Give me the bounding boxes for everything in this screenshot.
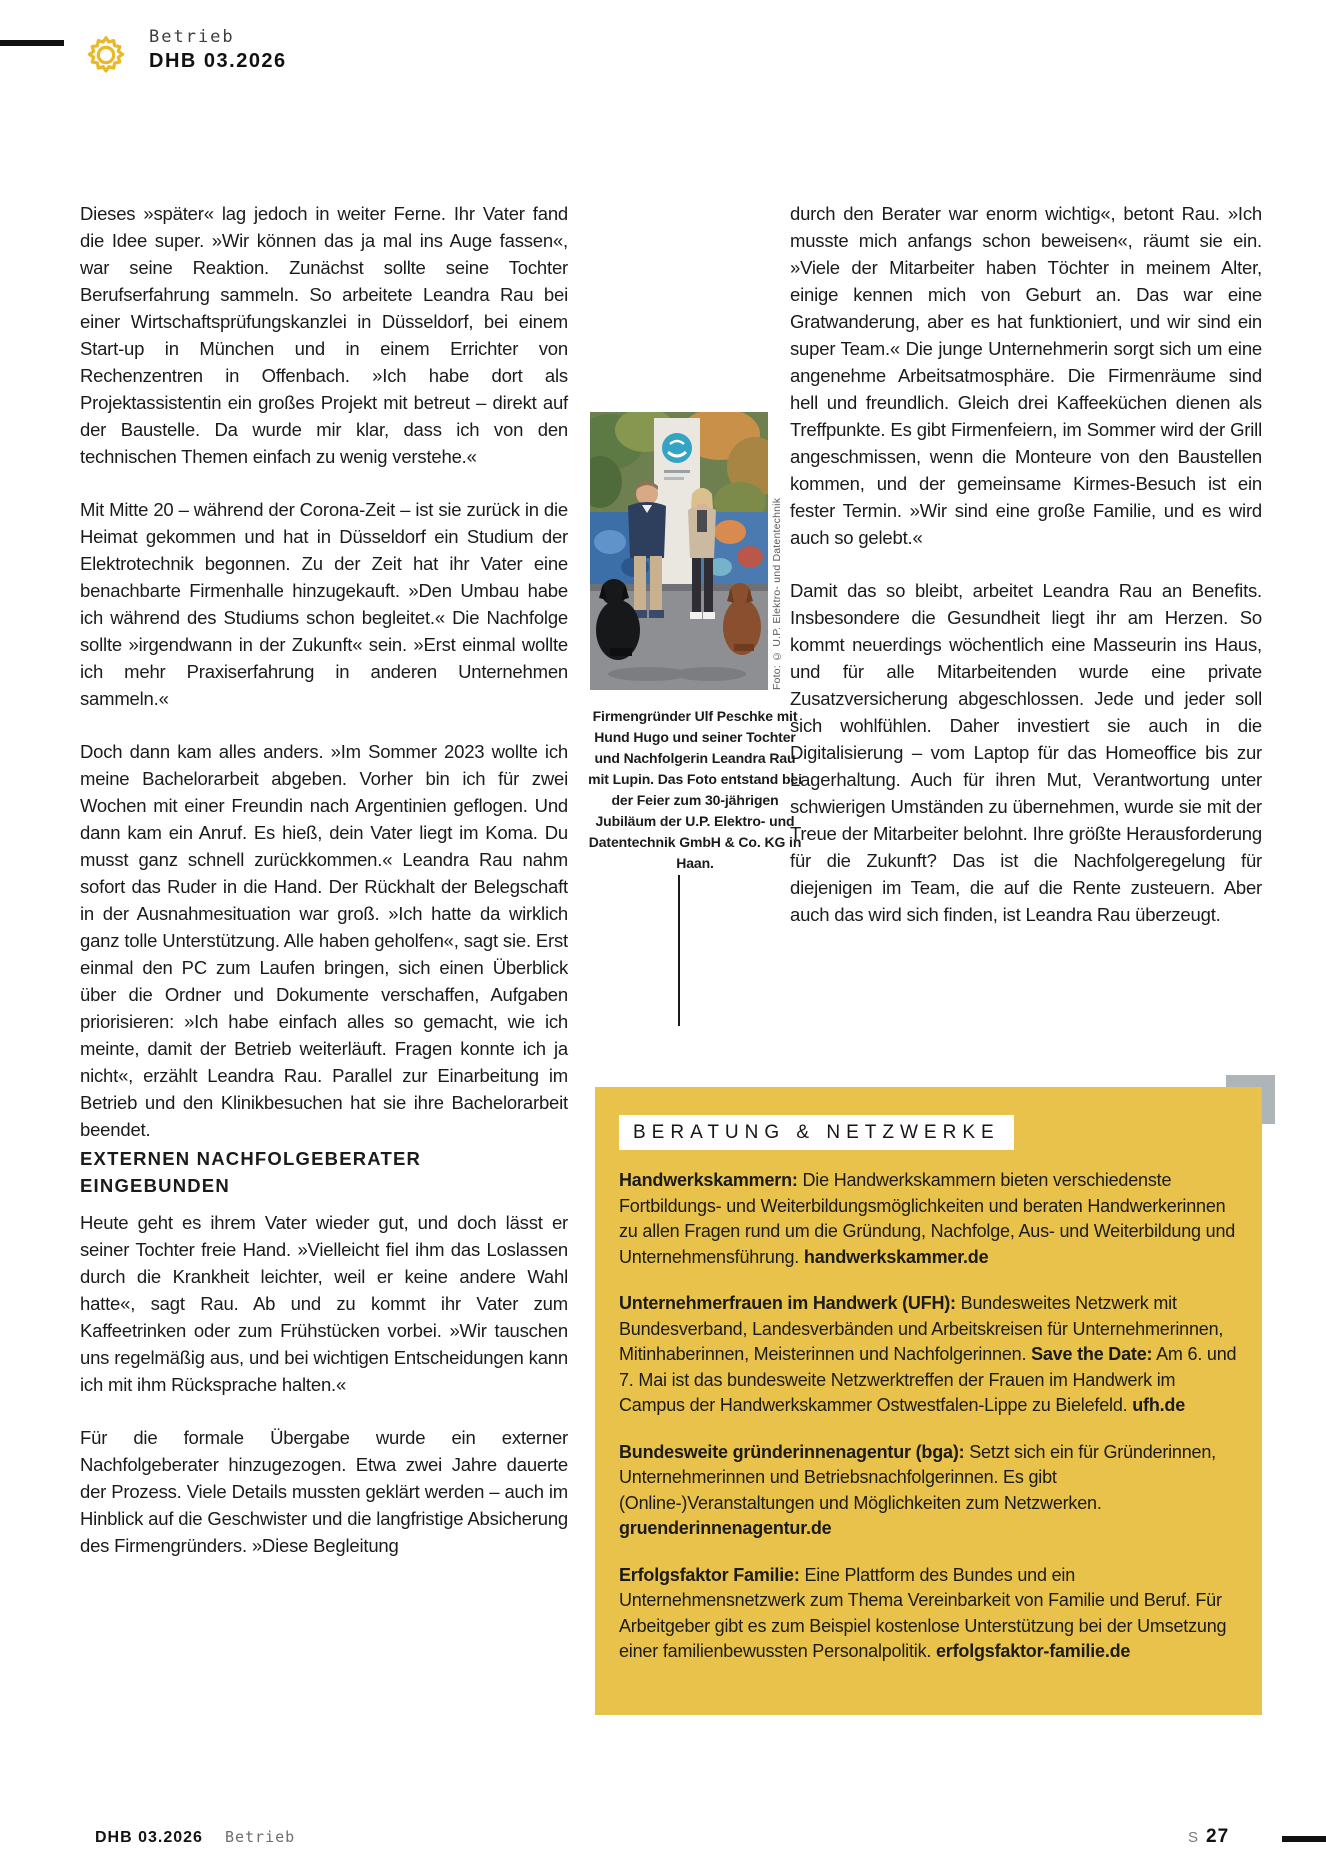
article-paragraph: Doch dann kam alles anders. »Im Sommer 2023 wollte ich meine Bachelorarbeit abgeben. Vorher bin ich für zwei Wochen mit einer Freundin nach Argentinien geflogen. Und dann kam ein Anruf. Es hieß, dein Vater liegt im Koma. Du musst ganz schnell zurückkommen.« Leandra Rau nahm sofort das Ruder in die Hand. Der Rückhalt der Belegschaft in der Ausnahmesituation war groß. »Ich hatte da wirklich ganz tolle Unterstützung. Alle haben geholfen«, sagt sie. Erst einmal den PC zum Laufen bringen, sich einen Überblick über die Ordner und Dokumente verschaffen, Aufgaben priorisieren: »Ich habe einfach alles so gemacht, wie ich meinte, damit der Betrieb weiterläuft. Fragen konnte ich ja nicht«, erzählt Leandra Rau. Parallel zur Einarbeitung im Betrieb und den Klinikbesuchen hat sie ihre Bachelorarbeit beendet. [80, 741, 568, 1140]
issue-label: DHB 03.2026 [149, 50, 287, 72]
page-number: 27 [1206, 1826, 1230, 1847]
body-text: Am 6. und 7. Mai ist das bundesweite Netzwerktreffen der Frauen im Handwerk im Campus der Handwerkskammer Ostwestfalen-Lippe zu Bielefeld. [619, 1344, 1237, 1415]
article-subheading: EXTERNEN NACHFOLGEBERATER EINGEBUNDEN [80, 1148, 422, 1196]
photo-caption: Firmengründer Ulf Peschke mit Hund Hugo und seiner Tochter und Nachfolgerin Leandra Rau mit Lupin. Das Foto entstand bei der Feier zum 30-jährigen Jubiläum der U.P. Elektro- und Datentechnik GmbH & Co. KG in Haan. [588, 708, 802, 871]
footer-left [95, 1828, 295, 1847]
gear-icon [83, 32, 129, 78]
body-text: Eine Plattform des Bundes und ein Unternehmensnetzwerk zum Thema Vereinbarkeit von Familie und Beruf. Für Arbeitgeber gibt es zum Beispiel kostenlose Unterstützung bei der Umsetzung einer familienbewussten Personalpolitik. [619, 1564, 1227, 1661]
body-text: Bundesweites Netzwerk mit Bundesverband, Landesverbänden und Arbeitskreisen für Unternehmerinnen, Mitinhaberinnen, Meisterinnen und Nachfolgerinnen. [619, 1293, 1224, 1364]
article-paragraph: Dieses »später« lag jedoch in weiter Ferne. Ihr Vater fand die Idee super. »Wir können das ja mal ins Auge fassen«, war seine Reaktion. Zunächst sollte seine Tochter Berufserfahrung sammeln. So arbeitete Leandra Rau bei einer Wirtschaftsprüfungskanzlei in Düsseldorf, bei einem Start-up in München und in einem Errichter von Rechenzentren in Offenbach. »Ich habe dort als Projektassistentin ein großes Projekt mit betreut – direkt auf der Baustelle. Da wurde mir klar, dass ich von den technischen Themen einfach zu wenig verstehe.« [80, 203, 568, 467]
infobox-item-ufh [619, 1291, 1238, 1419]
left-paragraph-group-2 [80, 1209, 568, 1559]
page-header [83, 26, 287, 78]
bold-text: Unternehmerfrauen im Handwerk (UFH): [619, 1293, 956, 1313]
right-paragraph-group [790, 200, 1262, 928]
left-paragraph-group-1 [80, 200, 568, 1143]
article-column-right [790, 200, 1262, 928]
infobox-title: BERATUNG & NETZWERKE [619, 1115, 1014, 1150]
bold-text: Bundesweite gründerinnenagentur (bga): [619, 1441, 965, 1462]
footer-section: Betrieb [224, 1828, 296, 1846]
article-paragraph: Mit Mitte 20 – während der Corona-Zeit – ist sie zurück in die Heimat gekommen und hat in Düsseldorf ein Studium der Elektrotechnik begonnen. Zu der Zeit hat ihr Vater eine benachbarte Firmenhalle hinzugekauft. »Den Umbau habe ich während des Studiums schon begleitet.« Die Nachfolge sollte »irgendwann in der Zukunft« sein. »Erst einmal wollte ich mehr Praxiserfahrung in anderen Unternehmen sammeln.« [80, 499, 568, 709]
article-column-left [80, 200, 568, 1559]
infobox-item-handwerkskammern [619, 1168, 1238, 1270]
bold-text: handwerkskammer.de [803, 1246, 989, 1267]
bold-text: Save the Date: [1031, 1344, 1153, 1364]
infobox-item-bga [619, 1440, 1238, 1542]
article-paragraph: Heute geht es ihrem Vater wieder gut, und doch lässt er seiner Tochter freie Hand. »Vielleicht fiel ihm das Loslassen durch die Krankheit leichter, weil er keine andere Wahl hatte«, sagt Rau. Ab und zu kommt ihr Vater zum Kaffeetrinken oder zum Frühstücken vorbei. »Wir tauschen uns regelmäßig aus, und bei wichtigen Entscheidungen kann ich mit ihm Rücksprache halten.« [80, 1212, 568, 1395]
article-figure [585, 412, 805, 874]
bold-text: Erfolgsfaktor Familie: [619, 1564, 800, 1585]
footer-issue: DHB 03.2026 [95, 1829, 203, 1846]
infobox-item-erfolgsfaktor-familie [619, 1563, 1238, 1665]
bold-text: gruenderinnenagentur.de [619, 1518, 832, 1538]
header-text [149, 26, 287, 74]
bold-text: Handwerkskammern: [619, 1170, 798, 1190]
article-paragraph: Für die formale Übergabe wurde ein externer Nachfolgeberater hinzugezogen. Etwa zwei Jahre dauerte der Prozess. Viele Details mussten geklärt werden – auch im Hinblick auf die Geschwister und die langfristige Absicherung des Firmengründers. »Diese Begleitung [80, 1427, 568, 1556]
page-prefix: S [1188, 1829, 1200, 1846]
footer-pagination [1188, 1826, 1229, 1848]
page-rule-bottom [1282, 1836, 1326, 1842]
bold-text: erfolgsfaktor-familie.de [935, 1641, 1131, 1661]
page-rule-top [0, 40, 64, 46]
photo-credit: Foto: © U.P. Elektro- und Datentechnik [771, 497, 783, 690]
article-photo [590, 412, 768, 690]
body-text: Setzt sich ein für Gründerinnen, Unternehmerinnen und Betriebsnachfolgerinnen. Es gibt (Online-)Veranstaltungen und Möglichkeiten zum Netzwerken. [619, 1441, 1216, 1513]
body-text: Die Handwerkskammern bieten verschiedenste Fortbildungs- und Weiterbildungsmöglichkeiten und beraten Handwerkerinnen zu allen Fragen rund um die Gründung, Nachfolge, Aus- und Weiterbildung und Unternehmensführung. [619, 1170, 1236, 1267]
article-paragraph: durch den Berater war enorm wichtig«, betont Rau. »Ich musste mich anfangs schon beweisen«, räumt sie ein. »Viele der Mitarbeiter haben Töchter in meinem Alter, einige kennen mich von Geburt an. Das war eine Gratwanderung, aber es hat funktioniert, und wir sind ein super Team.« Die junge Unternehmerin sorgt sich um eine angenehme Arbeitsatmosphäre. Die Firmenräume sind hell und freundlich. Gleich drei Kaffeeküchen dienen als Treffpunkte. Es gibt Firmenfeiern, im Sommer wird der Grill angeschmissen, wenn die Monteure von den Baustellen kommen, und der gemeinsame Kirmes-Besuch ist ein fester Termin. »Wir sind eine große Familie, und es wird auch so gelebt.« [790, 203, 1262, 548]
vertical-divider [678, 875, 680, 1026]
section-kicker: Betrieb [149, 27, 235, 47]
infobox-beratung-netzwerke [595, 1087, 1262, 1715]
article-paragraph: Damit das so bleibt, arbeitet Leandra Rau an Benefits. Insbesondere die Gesundheit liegt ihr am Herzen. So kommt neuerdings wöchentlich eine Masseurin ins Haus, und für alle Mitarbeitenden wurde eine private Zusatzversicherung abgeschlossen. Jede und jeder soll sich wohlfühlen. Daher investiert sie auch in die Digitalisierung – vom Laptop für das Homeoffice bis zur Lagerhaltung. Auch für ihren Mut, Verantwortung unter schwierigen Umständen zu übernehmen, wurde sie mit der Treue der Mitarbeiter belohnt. Ihre größte Herausforderung für die Zukunft? Das ist die Nachfolgeregelung für diejenigen im Team, die auf die Rente zusteuern. Aber auch das wird sich finden, ist Leandra Rau überzeugt. [790, 580, 1262, 925]
bold-text: ufh.de [1132, 1395, 1186, 1415]
